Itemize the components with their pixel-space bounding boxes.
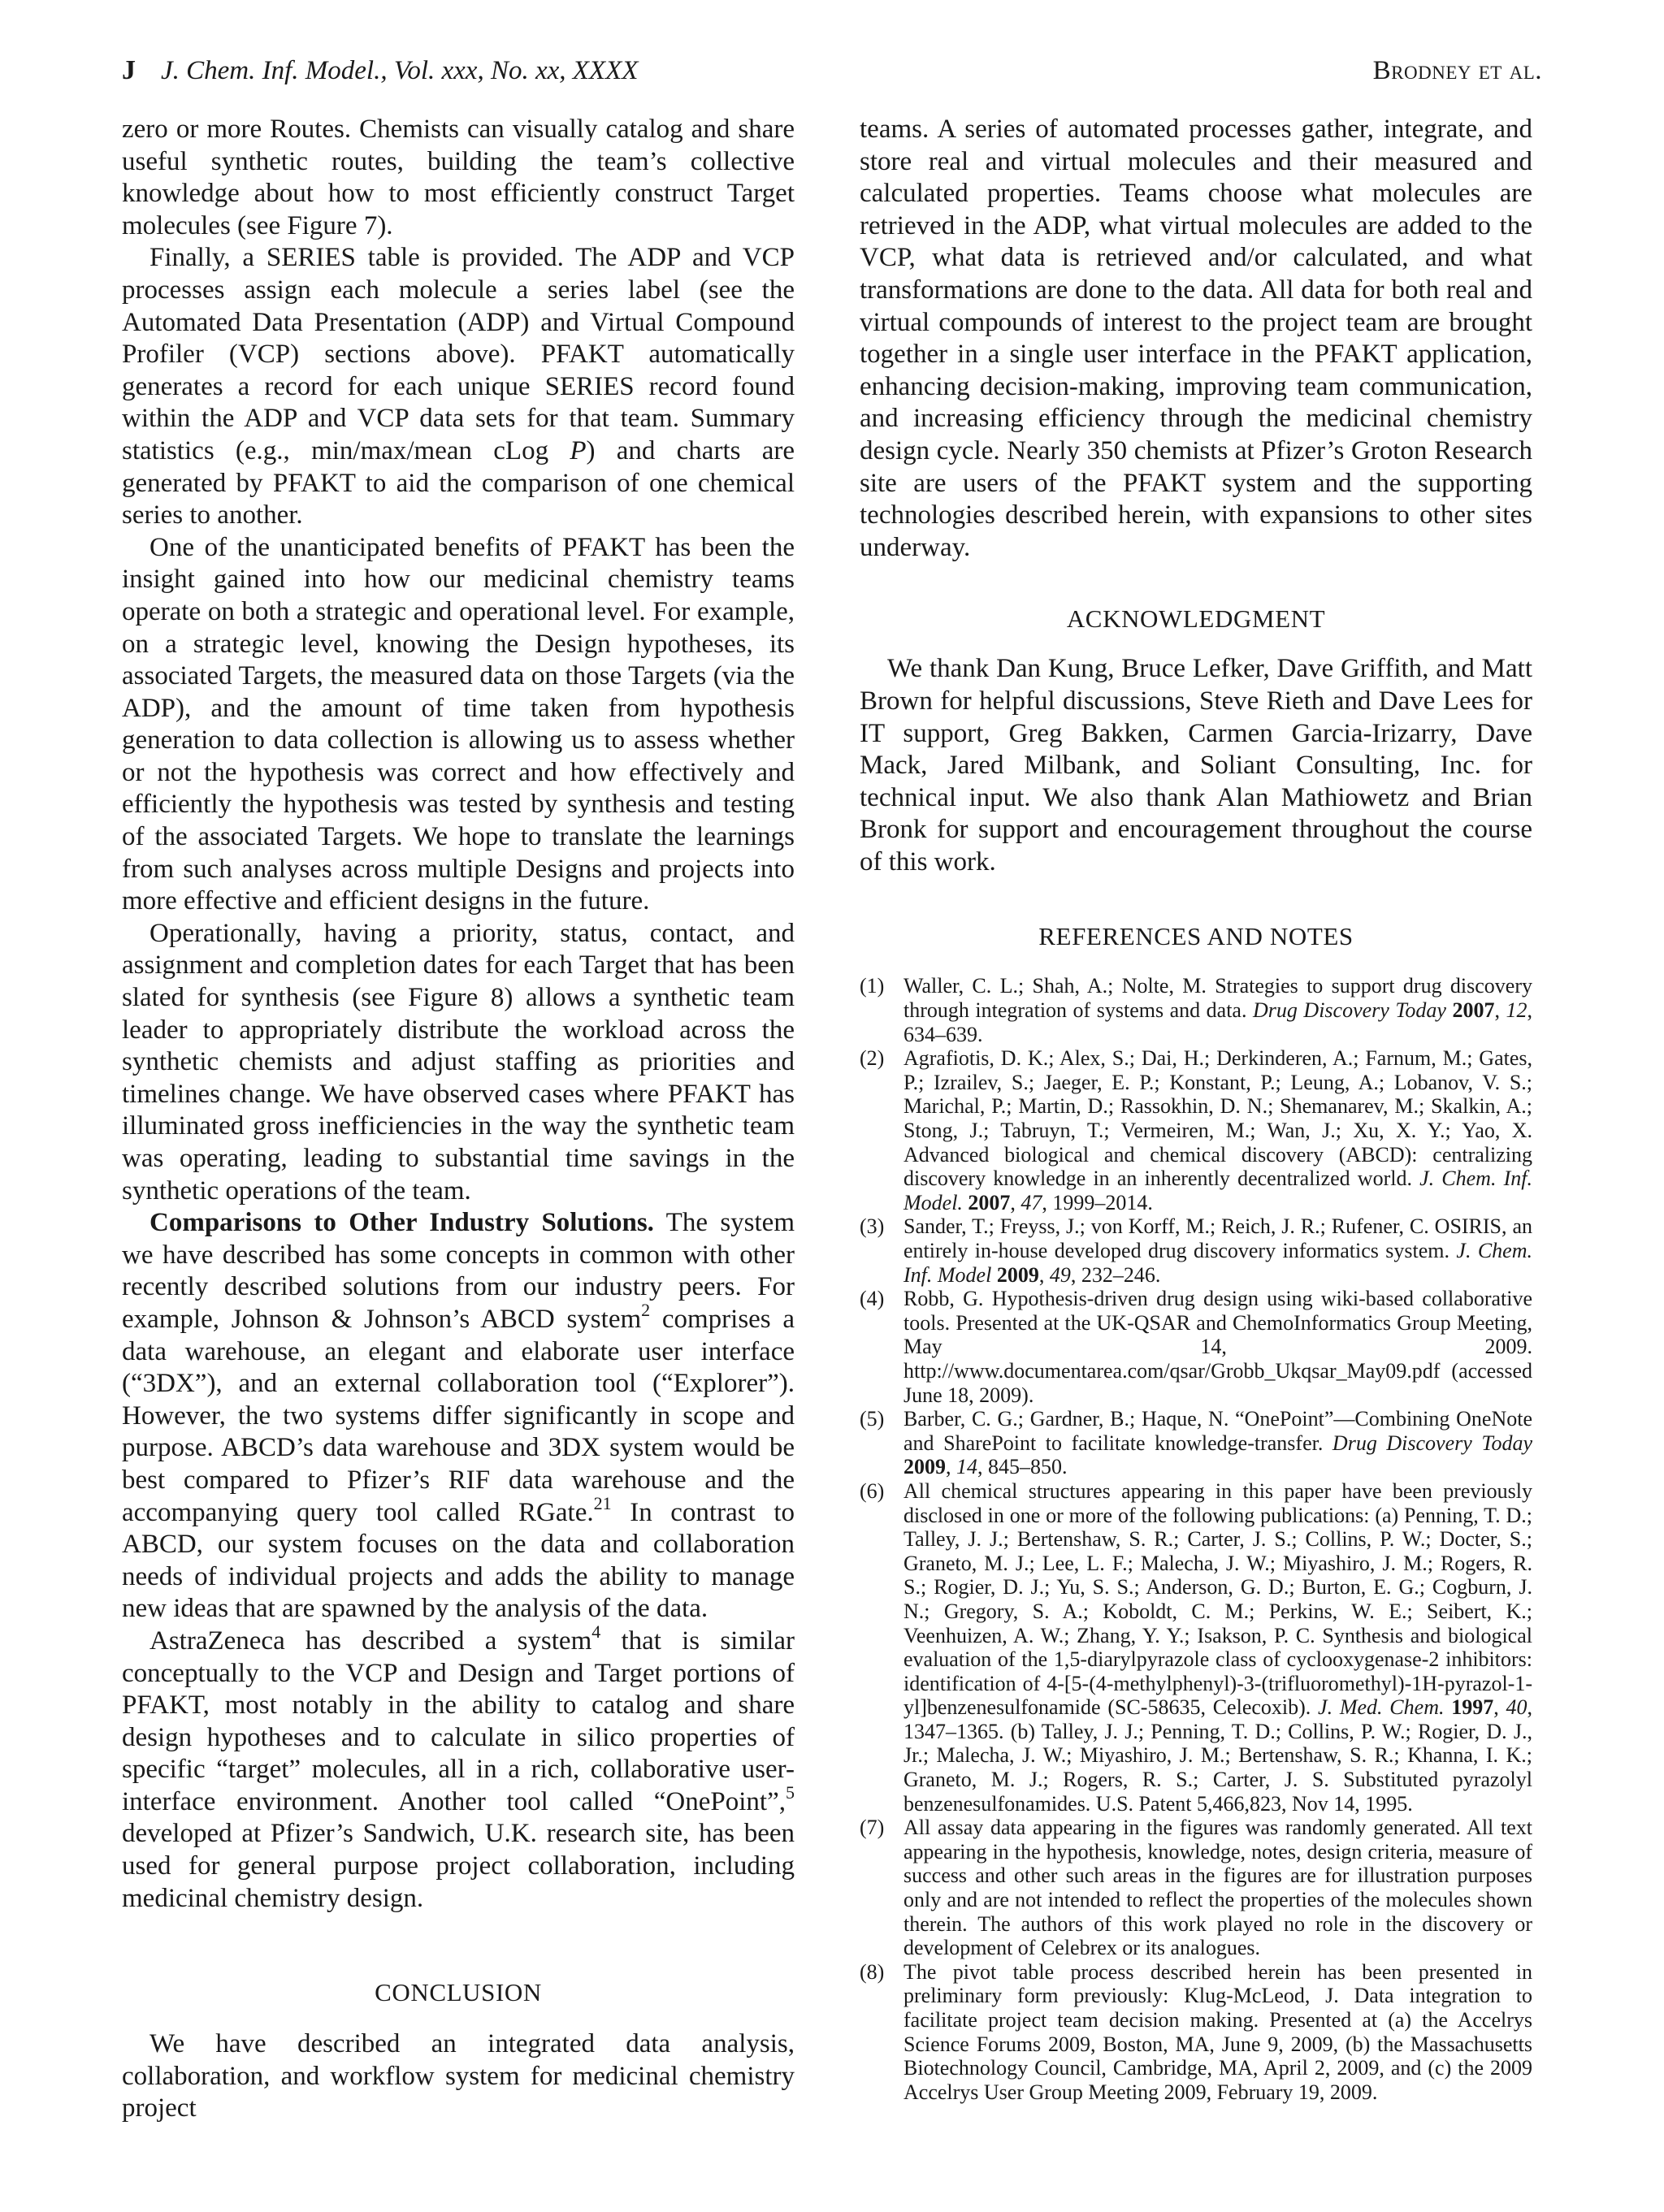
reference-item: (4) Robb, G. Hypothesis-driven drug design using wiki-based collaborative tools. Presented at the UK-QSAR and ChemoInformatics Group Meeting, May 14, 2009. http://www.documentarea.com/qsar/Grobb_Ukqsar_May09.pdf (accessed June 18, 2009). [860, 1287, 1532, 1407]
left-column [122, 114, 795, 2125]
paragraph: Finally, a SERIES table is provided. The ADP and VCP processes assign each molecule a series label (see the Automated Data Presentation (ADP) and Virtual Compound Profiler (VCP) sections above). PFAKT automatically generates a record for each unique SERIES record found within the ADP and VCP data sets for that team. Summary statistics (e.g., min/max/mean cLog P) and charts are generated by PFAKT to aid the comparison of one chemical series to another. [122, 243, 795, 530]
journal-citation: J. Chem. Inf. Model., Vol. xxx, No. xx, XXXX [161, 56, 639, 85]
citation-ref: 2 [641, 1299, 651, 1320]
reference-item: (2) Agrafiotis, D. K.; Alex, S.; Dai, H.; Derkinderen, A.; Farnum, M.; Gates, P.; Izrailev, S.; Jaeger, E. P.; Konstant, P.; Leung, A.; Lobanov, V. S.; Marichal, P.; Martin, D.; Rassokhin, D. N.; Shemanarev, M.; Skalkin, A.; Stong, J.; Tabruyn, T.; Vermeiren, M.; Wan, J.; Xu, X. Y.; Yao, X. Advanced biological and chemical discovery (ABCD): centralizing discovery knowledge in an inherently decentralized world. J. Chem. Inf. Model. 2007, 47, 1999–2014. [860, 1046, 1532, 1214]
acknowledgment-heading: ACKNOWLEDGMENT [1066, 604, 1326, 634]
right-column [860, 114, 1532, 2104]
reference-list [860, 974, 1532, 2104]
paragraph: teams. A series of automated processes gather, integrate, and store real and virtual molecules and their measured and calculated properties. Teams choose what molecules are retrieved in the ADP, what virtual molecules are added to the VCP, what data is retrieved and/or calculated, and what transformations are done to the data. All data for both real and virtual compounds of interest to the project team are brought together in a single user interface in the PFAKT application, enhancing decision-making, improving team communication, and increasing efficiency through the medicinal chemistry design cycle. Nearly 350 chemists at Pfizer’s Groton Research site are users of the PFAKT system and the supporting technologies described herein, with expansions to other sites underway. [860, 115, 1532, 562]
acknowledgment-text: We thank Dan Kung, Bruce Lefker, Dave Griffith, and Matt Brown for helpful discussions, Steve Rieth and Dave Lees for IT support, Greg Bakken, Carmen Garcia-Irizarry, Dave Mack, Jared Milbank, and Soliant Consulting, Inc. for technical input. We also thank Alan Mathiowetz and Brian Bronk for support and encouragement throughout the course of this work. [860, 654, 1532, 877]
paragraph: Comparisons to Other Industry Solutions. The system we have described has some concepts in common with other recently described solutions from our industry peers. For example, Johnson & Johnson’s ABCD system$^2$ comprises a data warehouse, an elegant and elaborate user interface (“3DX”), and an external collaboration tool (“Explorer”). However, the two systems differ significantly in scope and purpose. ABCD’s data warehouse and 3DX system would be best compared to Pfizer’s RIF data warehouse and the accompanying query tool called RGate.$^{21}$ In contrast to ABCD, our system focuses on the data and collaboration needs of individual projects and adds the ability to manage new ideas that are spawned by the analysis of the data. [122, 1208, 795, 1624]
subsection-heading: Comparisons to Other Industry Solutions. [150, 1208, 654, 1238]
citation-ref: 5 [786, 1781, 795, 1803]
paragraph: One of the unanticipated benefits of PFAKT has been the insight gained into how our medicinal chemistry teams operate on both a strategic and operational level. For example, on a strategic level, knowing the Design hypotheses, its associated Targets, the measured data on those Targets (via the ADP), and the amount of time taken from hypothesis generation to data collection is allowing us to assess whether or not the hypothesis was correct and how effectively and efficiently the hypothesis was tested by synthesis and testing of the associated Targets. We hope to translate the learnings from such analyses across multiple Designs and projects into more effective and efficient designs in the future. [122, 532, 795, 916]
reference-item: (8) The pivot table process described herein has been presented in preliminary form previously: Klug-McLeod, J. Data integration to facilitate project team decision making. Presented at (a) the Accelrys Science Forums 2009, Boston, MA, June 9, 2009, (b) the Massachusetts Biotechnology Council, Cambridge, MA, April 2, 2009, and (c) the 2009 Accelrys User Group Meeting 2009, February 19, 2009. [860, 1959, 1532, 2104]
reference-item: (3) Sander, T.; Freyss, J.; von Korff, M.; Reich, J. R.; Rufener, C. OSIRIS, an entirely in-house developed drug discovery informatics system. J. Chem. Inf. Model 2009, 49, 232–246. [860, 1214, 1532, 1287]
running-authors: Brodney et al. [1372, 56, 1542, 85]
paragraph: zero or more Routes. Chemists can visually catalog and share useful synthetic routes, building the team’s collective knowledge about how to most efficiently construct Target molecules (see Figure 7). [122, 115, 795, 240]
conclusion-heading: CONCLUSION [375, 1978, 542, 2007]
citation-ref: 4 [592, 1621, 601, 1642]
paragraph: We have described an integrated data analysis, collaboration, and workflow system for medicinal chemistry project [122, 2029, 795, 2123]
reference-item: (7) All assay data appearing in the figures was randomly generated. All text appearing in the hypothesis, knowledge, notes, design criteria, measure of success and other such areas in the figures are for illustration purposes only and are not intended to reflect the properties of the molecules shown therein. The authors of this work played no role in the discovery or development of Celebrex or its analogues. [860, 1816, 1532, 1960]
variable-p: P [570, 435, 587, 465]
reference-item: (1) Waller, C. L.; Shah, A.; Nolte, M. Strategies to support drug discovery through integration of systems and data. Drug Discovery Today 2007, 12, 634–639. [860, 974, 1533, 1046]
page-number: J [122, 55, 136, 85]
reference-item: (6) All chemical structures appearing in this paper have been previously disclosed in one or more of the following publications: (a) Penning, T. D.; Talley, J. J.; Bertenshaw, S. R.; Carter, J. S.; Collins, P. W.; Docter, S.; Graneto, M. J.; Lee, L. F.; Malecha, J. W.; Miyashiro, J. M.; Rogers, R. S.; Rogier, D. J.; Yu, S. S.; Anderson, G. D.; Burton, E. G.; Cogburn, J. N.; Gregory, S. A.; Koboldt, C. M.; Perkins, W. E.; Seibert, K.; Veenhuizen, A. W.; Zhang, Y. Y.; Isakson, P. C. Synthesis and biological evaluation of the 1,5-diarylpyrazole class of cyclooxygenase-2 inhibitors: identification of 4-[5-(4-methylphenyl)-3-(trifluoromethyl)-1H-pyrazol-1-yl]benzenesulfonamide (SC-58635, Celecoxib). J. Med. Chem. 1997, 40, 1347–1365. (b) Talley, J. J.; Penning, T. D.; Collins, P. W.; Rogier, D. J., Jr.; Malecha, J. W.; Miyashiro, J. M.; Bertenshaw, S. R.; Khanna, I. K.; Graneto, M. J.; Rogers, R. S.; Carter, J. S. Substituted pyrazolyl benzenesulfonamides. U.S. Patent 5,466,823, Nov 14, 1995. [860, 1478, 1532, 1816]
references-heading: REFERENCES AND NOTES [1038, 922, 1354, 951]
citation-ref: 21 [593, 1492, 612, 1513]
page-header [122, 55, 1542, 91]
paragraph: AstraZeneca has described a system$^4$ that is similar conceptually to the VCP and Design and Target portions of PFAKT, most notably in the ability to catalog and share design hypotheses and to calculate in silico properties of specific “target” molecules, all in a rich, collaborative user-interface environment. Another tool called “OnePoint”,$^5$ developed at Pfizer’s Sandwich, U.K. research site, has been used for general purpose project collaboration, including medicinal chemistry design. [122, 1621, 795, 1913]
paragraph: Operationally, having a priority, status, contact, and assignment and completion dates for each Target that has been slated for synthesis (see Figure 8) allows a synthetic team leader to appropriately distribute the workload across the synthetic chemists and adjust staffing as priorities and timelines change. We have observed cases where PFAKT has illuminated gross inefficiencies in the way the synthetic team was operating, leading to substantial time savings in the synthetic operations of the team. [122, 918, 795, 1206]
reference-item: (5) Barber, C. G.; Gardner, B.; Haque, N. “OnePoint”—Combining OneNote and SharePoint to facilitate knowledge-transfer. Drug Discovery Today 2009, 14, 845–850. [860, 1407, 1532, 1479]
